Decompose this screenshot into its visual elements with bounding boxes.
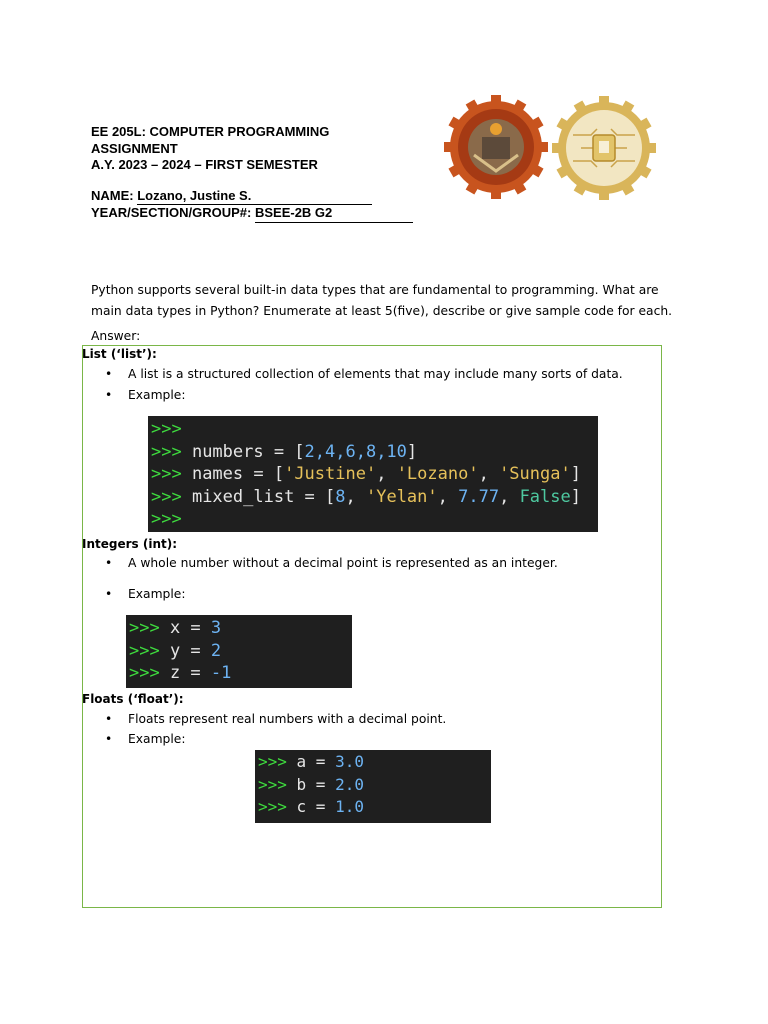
list-heading: List (‘list’): [82, 347, 157, 361]
course-title: EE 205L: COMPUTER PROGRAMMING [91, 124, 330, 139]
bullet-dot: • [105, 732, 113, 746]
bullet-dot: • [105, 587, 113, 601]
question-text: Python supports several built-in data types that are fundamental to programming. What are main data types in Python? Enumerate at least 5(five), describe or give sample code for each. [91, 283, 673, 318]
float-heading: Floats (‘float’): [82, 692, 184, 706]
code-line: >>> names = ['Justine', 'Lozano', 'Sunga'] [151, 464, 581, 484]
ysg-value: BSEE-2B G2 [255, 205, 413, 223]
academic-year: A.Y. 2023 – 2024 – FIRST SEMESTER [91, 157, 318, 172]
name-value: Lozano, Justine S. [137, 188, 372, 206]
college-of-engineering-logo [444, 95, 548, 199]
list-code-block [148, 416, 598, 532]
list-example-label: Example: [128, 388, 186, 402]
name-label: NAME: [91, 187, 138, 203]
ysg-row [91, 205, 413, 223]
bullet-dot: • [105, 556, 113, 570]
code-line: >>> c = 1.0 [258, 797, 364, 816]
int-heading: Integers (int): [82, 537, 178, 551]
name-row [91, 188, 413, 206]
bullet-dot: • [105, 367, 113, 381]
answer-label: Answer: [91, 329, 141, 343]
code-line: >>> y = 2 [129, 640, 222, 661]
bullet-dot: • [105, 388, 113, 402]
code-line: >>> x = 3 [129, 618, 222, 638]
float-example-label: Example: [128, 732, 186, 746]
code-line: >>> [151, 419, 182, 439]
int-example-label: Example: [128, 587, 186, 601]
document-header [91, 124, 413, 223]
code-line: >>> [151, 509, 182, 529]
float-description: Floats represent real numbers with a decimal point. [128, 712, 447, 726]
code-line: >>> z = -1 [129, 663, 232, 683]
ysg-label: YEAR/SECTION/GROUP#: [91, 205, 255, 220]
code-line: >>> a = 3.0 [258, 752, 364, 771]
code-line: >>> mixed_list = [8, 'Yelan', 7.77, False] [151, 486, 581, 507]
float-code-block [255, 750, 491, 823]
department-seal-logo [551, 95, 657, 201]
int-code-block [126, 615, 352, 688]
assignment-title: ASSIGNMENT [91, 140, 178, 156]
code-line: >>> b = 2.0 [258, 774, 364, 794]
code-line: >>> numbers = [2,4,6,8,10] [151, 441, 418, 462]
bullet-dot: • [105, 712, 113, 726]
list-description: A list is a structured collection of elements that may include many sorts of data. [128, 367, 623, 381]
int-description: A whole number without a decimal point is represented as an integer. [128, 556, 558, 570]
